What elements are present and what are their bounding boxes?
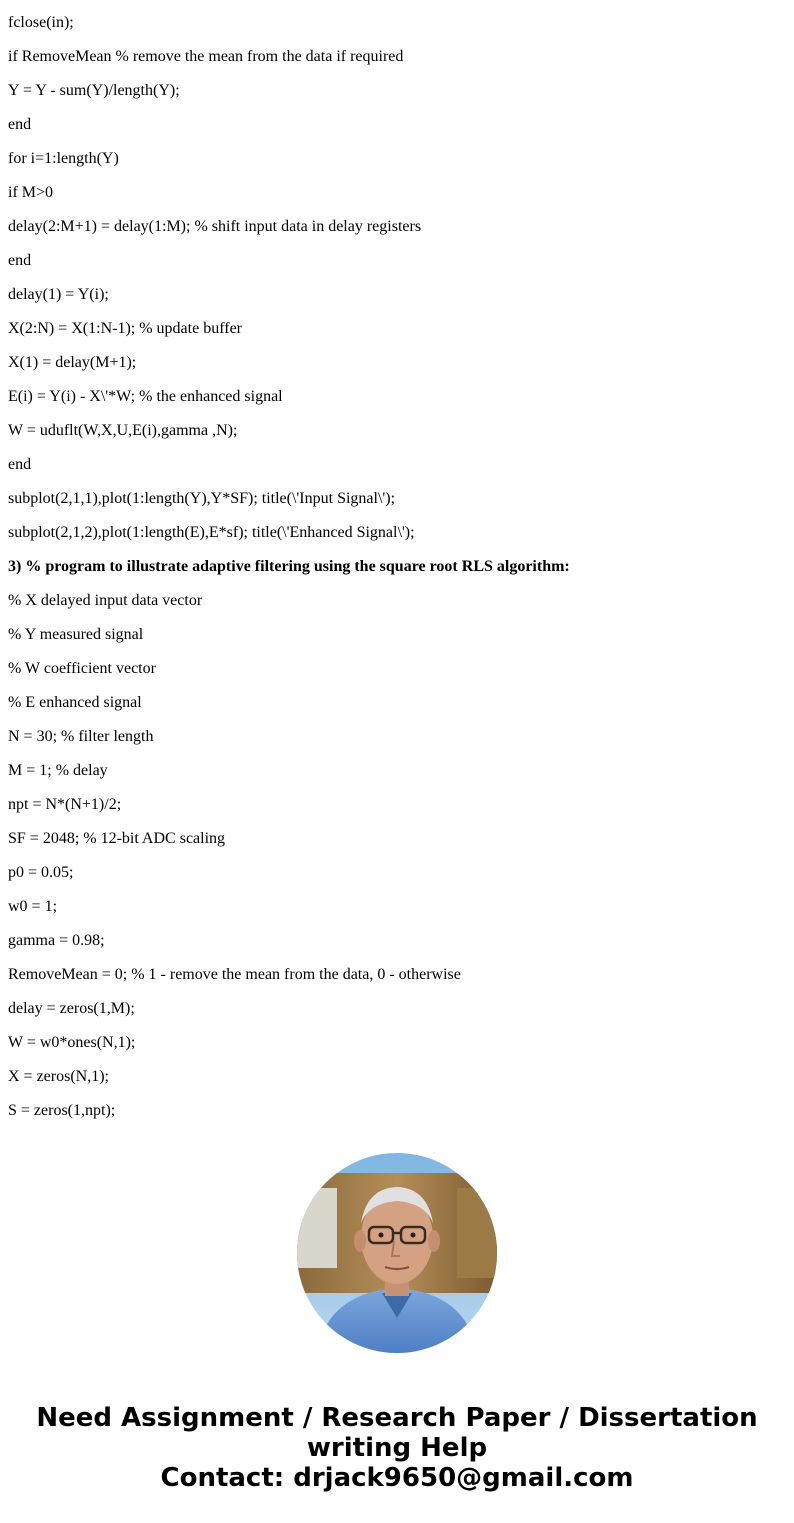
code-line: end <box>8 116 32 133</box>
code-line: X = zeros(N,1); <box>8 1068 109 1085</box>
code-line: delay(1) = Y(i); <box>8 286 109 303</box>
code-line: delay = zeros(1,M); <box>8 1000 135 1017</box>
code-line: end <box>8 456 32 473</box>
code-line: if RemoveMean % remove the mean from the data if required <box>8 48 404 65</box>
banner-line-2: writing Help <box>306 1433 488 1463</box>
code-line: X(2:N) = X(1:N-1); % update buffer <box>8 320 242 337</box>
code-line: subplot(2,1,1),plot(1:length(Y),Y*SF); title(\'Input Signal\'); <box>8 490 396 507</box>
contact-email[interactable]: Contact: drjack9650@gmail.com <box>160 1463 634 1493</box>
code-line: p0 = 0.05; <box>8 864 74 881</box>
author-avatar <box>297 1153 497 1353</box>
code-line: E(i) = Y(i) - X\'*W; % the enhanced signal <box>8 388 283 405</box>
code-line: % E enhanced signal <box>8 694 142 711</box>
code-line: for i=1:length(Y) <box>8 150 119 167</box>
code-line: % W coefficient vector <box>8 660 156 677</box>
section-heading: 3) % program to illustrate adaptive filtering using the square root RLS algorithm: <box>8 558 570 575</box>
code-line: subplot(2,1,2),plot(1:length(E),E*sf); title(\'Enhanced Signal\'); <box>8 524 415 541</box>
code-line: W = uduflt(W,X,U,E(i),gamma ,N); <box>8 422 238 439</box>
code-line: end <box>8 252 32 269</box>
banner-line-1: Need Assignment / Research Paper / Dissertation <box>36 1403 758 1433</box>
contact-banner <box>0 1403 794 1493</box>
code-line: delay(2:M+1) = delay(1:M); % shift input data in delay registers <box>8 218 422 235</box>
code-line: % Y measured signal <box>8 626 144 643</box>
code-line: if M>0 <box>8 184 54 201</box>
author-photo-icon <box>297 1153 497 1353</box>
code-line: W = w0*ones(N,1); <box>8 1034 136 1051</box>
code-line: fclose(in); <box>8 14 74 31</box>
code-line: % X delayed input data vector <box>8 592 203 609</box>
code-line: S = zeros(1,npt); <box>8 1102 116 1119</box>
code-line: RemoveMean = 0; % 1 - remove the mean from the data, 0 - otherwise <box>8 966 461 983</box>
code-line: N = 30; % filter length <box>8 728 154 745</box>
code-line: M = 1; % delay <box>8 762 108 779</box>
code-line: npt = N*(N+1)/2; <box>8 796 122 813</box>
code-line: gamma = 0.98; <box>8 932 105 949</box>
code-line: w0 = 1; <box>8 898 58 915</box>
code-line: X(1) = delay(M+1); <box>8 354 137 371</box>
code-line: SF = 2048; % 12-bit ADC scaling <box>8 830 226 847</box>
code-line: Y = Y - sum(Y)/length(Y); <box>8 82 180 99</box>
